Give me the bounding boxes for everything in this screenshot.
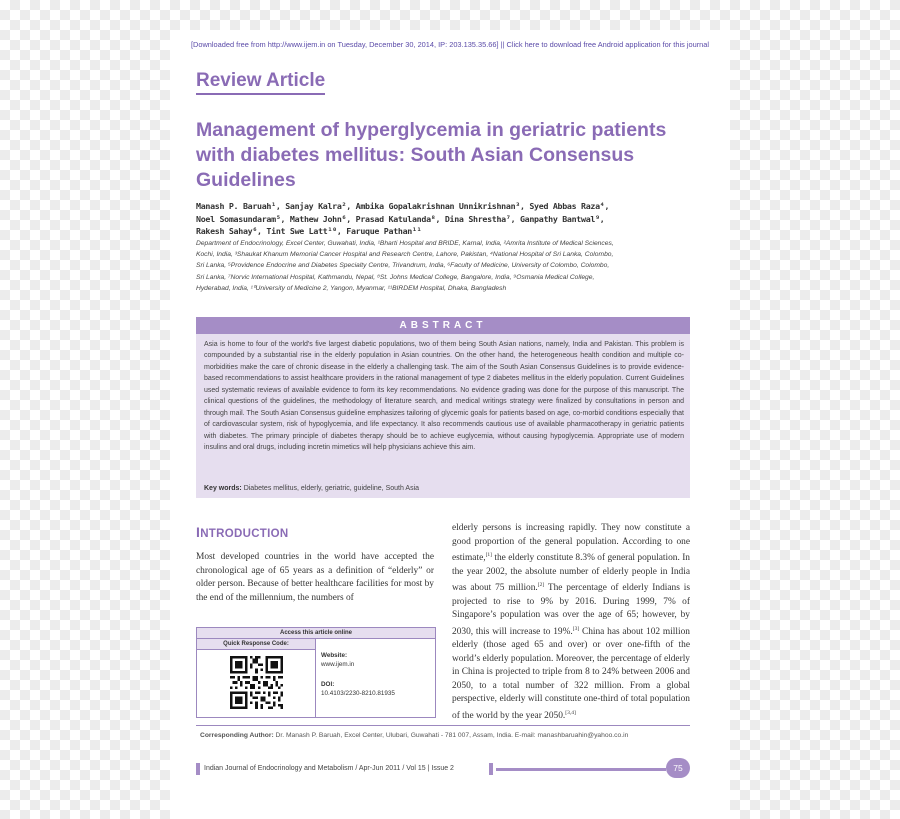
footer-marker — [196, 763, 200, 775]
divider — [196, 725, 690, 726]
separator: || — [500, 40, 505, 49]
heading-rest: NTRODUCTION — [200, 528, 289, 540]
author-line: Manash P. Baruah¹, Sanjay Kalra², Ambika Gopalakrishnan Unnikrishnan³, Syed Abbas Raza⁴, — [196, 201, 610, 211]
doi-link[interactable]: 10.4103/2230-8210.81935 — [321, 690, 395, 697]
citation[interactable]: [2] — [537, 582, 545, 589]
qr-panel — [197, 639, 316, 717]
text-run: The percentage of elderly Indians is projected to rise to 9% by 2016. During 1999, 7% of Singapore’s population was over the age of 65; however, by 2030, this will increase to 19%. — [452, 583, 690, 637]
website-label: Website: — [321, 652, 348, 659]
text-run: the elderly constitute 8.3% of general population. In the year 2002, the absolute number of elderly people in India was about 75 million. — [452, 553, 690, 594]
website-link[interactable]: www.ijem.in — [321, 661, 355, 668]
qr-label: Quick Response Code: — [197, 639, 315, 650]
abstract-box — [196, 317, 690, 498]
journal-citation: Indian Journal of Endocrinology and Metabolism / Apr-Jun 2011 / Vol 15 | Issue 2 — [204, 765, 454, 772]
intro-column-2 — [452, 522, 690, 724]
access-heading: Access this article online — [197, 628, 435, 639]
page-number: 75 — [666, 758, 690, 778]
doi-label: DOI: — [321, 681, 335, 688]
corresponding-text: Dr. Manash P. Baruah, Excel Center, Ulubari, Guwahati - 781 007, Assam, India. E-mail: manashbaruahin@yahoo.co.in — [273, 732, 629, 739]
author-line: Noel Somasundaram⁵, Mathew John⁶, Prasad Katulanda⁸, Dina Shrestha⁷, Ganpathy Bantwal⁹, — [196, 213, 605, 224]
affiliation-line: Kochi, India, ³Shaukat Khanum Memorial Cancer Hospital and Research Centre, Lahore, Pakistan, ⁴National Hospital of Sri Lanka, Colombo, — [196, 251, 614, 259]
citation[interactable]: [3] — [572, 625, 580, 632]
access-box — [196, 627, 436, 718]
affiliation-line: Sri Lanka, ⁵Providence Endocrine and Diabetes Specialty Centre, Trivandrum, India, ⁶Faculty of Medicine, University of Colombo, Colombo, — [196, 262, 610, 270]
keywords-value: Diabetes mellitus, elderly, geriatric, guideline, South Asia — [243, 485, 420, 492]
intro-column-1: Most developed countries in the world have accepted the chronological age of 65 years as a definition of “elderly” or older person. Because of better healthcare facilities for most by the end of the millennium, the numbers of — [196, 552, 434, 604]
author-line: Rakesh Sahay⁶, Tint Swe Latt¹⁰, Faruque Pathan¹¹ — [196, 226, 422, 236]
article-page — [170, 30, 730, 819]
android-app-link[interactable]: Click here to download free Android application for this journal — [506, 40, 710, 49]
download-info: [Downloaded free from http://www.ijem.in on Tuesday, December 30, 2014, IP: 203.135.35.66] — [190, 40, 499, 49]
article-type: Review Article — [196, 70, 325, 95]
abstract-heading: ABSTRACT — [196, 317, 690, 334]
footer-rule — [496, 768, 666, 771]
citation[interactable]: [3,4] — [565, 709, 576, 716]
affiliation-line: Department of Endocrinology, Excel Center, Guwahati, India, ¹Bharti Hospital and BRIDE, Karnal, India, ²Amrita Institute of Medical Sciences, — [196, 240, 614, 247]
affiliations — [196, 238, 701, 294]
article-title: Management of hyperglycemia in geriatric patients with diabetes mellitus: South Asian Consensus Guidelines — [196, 119, 667, 191]
article-links — [321, 651, 395, 698]
corresponding-label: Corresponding Author: — [200, 732, 274, 739]
introduction-heading — [196, 524, 288, 540]
footer-marker — [489, 763, 493, 775]
text-run: elderly persons is increasing rapidly. They now constitute a good proportion of the general population. According to one estimate, — [452, 523, 690, 564]
qr-code-icon[interactable] — [230, 656, 283, 709]
citation[interactable]: [1] — [485, 552, 493, 558]
affiliation-line: Sri Lanka, ⁷Norvic International Hospital, Kathmandu, Nepal, ⁸St. Johns Medical College, Bangalore, India, ⁹Osmania Medical College, — [196, 273, 595, 281]
author-list — [196, 200, 701, 238]
corresponding-author — [200, 732, 628, 739]
text-run: China has about 102 million elderly (those aged 65 and over) or over one-fifth of the world’s elderly population. Moreover, the percentage of elderly in China is projected to triple from 8 to 24% between 2006 and 2050, to a total number of 322 million. From a global perspective, elderly will constitute one-third of total population of the world by the year 2050. — [452, 626, 690, 721]
abstract-text: Asia is home to four of the world's five largest diabetic populations, two of them being South Asian nations, namely, India and Pakistan. This problem is compounded by a substantial rise in the elderly population in Asian countries. On the other hand, the heterogeneous health condition and multiple co-morbidities make the care of chronic disease in the elderly a challenging task. The aim of the South Asian Consensus Guidelines is to provide evidence-based recommendations to assist healthcare providers in the rational management of type 2 diabetes mellitus in the elderly population. Current Guidelines used systematic reviews of available evidence to form its key recommendations. No evidence grading was done for the purpose of this manuscript. The clinical questions of the guidelines, the methodology of literature search, and medical writings strategy were finalized by consultations in person and through mail. The South Asian Consensus guideline emphasizes tailoring of glycemic goals for patients based on age, co-morbid conditions especially that of cardiovascular system, risk of hypoglycemia, and life expectancy. It also recommends cautious use of available pharmacotherapy in geriatric patients with diabetes. The primary principle of diabetes therapy should be to achieve euglycemia, without causing hypoglycemia. Appropriate use of modern insulins and oral drugs, including incretin mimetics will help physicians achieve this aim. — [204, 341, 684, 452]
affiliation-line: Hyderabad, India, ¹⁰University of Medicine 2, Yangon, Myanmar, ¹¹BIRDEM Hospital, Dhaka, Bangladesh — [196, 284, 507, 292]
heading-initial: I — [196, 524, 201, 540]
keywords — [204, 485, 419, 492]
keywords-label: Key words: — [204, 485, 242, 492]
download-note — [170, 40, 730, 49]
